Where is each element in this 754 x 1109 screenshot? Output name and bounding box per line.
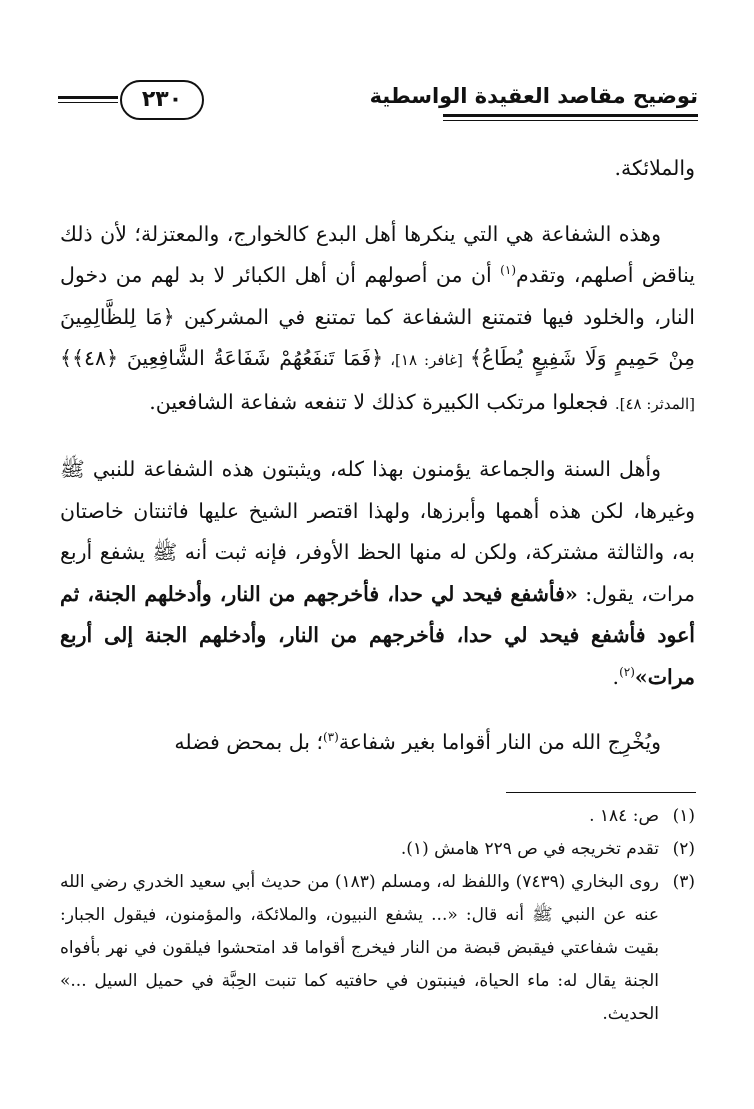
page-number-rule [58, 96, 118, 99]
footnote-number: (١) [672, 806, 695, 826]
paragraph-1-text-c: فجعلوا مرتكب الكبيرة كذلك لا تنفعه شفاعة الشافعين. [149, 389, 615, 414]
header-rule [443, 114, 698, 117]
footnote-ref-3: (٣) [322, 730, 339, 745]
footnote-ref-2: (٢) [619, 664, 635, 679]
paragraph-1 [60, 214, 695, 426]
hadith-quote: «فأشفع فيحد لي حدا، فأخرجهم من النار، وأدخلهم الجنة، ثم أعود فأشفع فيحد لي حدا، فأخرجهم من النار، وأدخلهم الجنة إلى أربع مرات» [60, 581, 695, 689]
paragraph-1-text-b: أن من أصولهم أن أهل الكبائر لا بد لهم من دخول النار، والخلود فيها فتمتنع الشفاعة كما تمتنع في المشركين [60, 263, 695, 329]
paragraph-3-text-b: ؛ بل بمحض فضله [174, 730, 323, 754]
footnote-2 [60, 833, 695, 866]
paragraph-2-text: وأهل السنة والجماعة يؤمنون بهذا كله، ويثبتون هذه الشفاعة للنبي ﷺ وغيرها، لكن هذه أهمها وأبرزها، ولهذا اقتصر الشيخ عليها فاثنتان خاصتان به، والثالثة مشتركة، ولكن له منها الحظ الأوفر، فإنه ثبت أنه ﷺ يشفع أربع مرات، يقول: [60, 457, 696, 606]
footnote-text: ص: ١٨٤ . [589, 806, 659, 826]
footnote-separator [506, 792, 696, 793]
paragraph-3 [60, 722, 695, 764]
footnote-number: (٢) [672, 839, 695, 859]
footnote-ref-1: (١) [500, 263, 516, 278]
running-title: توضيح مقاصد العقيدة الواسطية [369, 84, 698, 108]
main-text [60, 148, 695, 764]
verse-reference-1: [غافر: ١٨]، [383, 351, 470, 369]
footnote-3 [60, 866, 695, 1031]
page-number-rule-thin [58, 102, 118, 103]
quran-verse-1: ﴿مَا لِلظَّالِمِينَ مِنْ حَمِيمٍ وَلَا شَفِيعٍ يُطَاعُ﴾ [60, 304, 695, 370]
page-number: ٢٣٠ [120, 80, 204, 120]
quran-verse-2: ﴿فَمَا تَنفَعُهُمْ شَفَاعَةُ الشَّافِعِينَ ﴿٤٨﴾﴾ [60, 346, 384, 370]
paragraph-3-text: ويُخْرِج الله من النار أقواما بغير شفاعة [338, 730, 661, 754]
footnote-text: روى البخاري (٧٤٣٩) واللفظ له، ومسلم (١٨٣) من حديث أبي سعيد الخدري رضي الله عنه عن النبي ﷺ أنه قال: «... يشفع النبيون، والملائكة، والمؤمنون، فيقول الجبار: بقيت شفاعتي فيقبض قبضة من النار فيخرج أقواما قد امتحشوا فيلقون في نهر بأفواه الجنة يقال له: ماء الحياة، فينبتون في حافتيه كما تنبت الحِبَّة في حميل السيل ...» الحديث. [60, 872, 659, 1024]
paragraph-2 [60, 449, 695, 698]
footnote-1 [60, 800, 695, 833]
footnote-number: (٣) [672, 872, 695, 892]
paragraph-1-text: وهذه الشفاعة هي التي ينكرها أهل البدع كالخوارج، والمعتزلة؛ لأن ذلك يناقض أصلهم، وتقدم [60, 221, 695, 287]
verse-reference-2: [المدثر: ٤٨]. [614, 394, 695, 413]
continuation-line: والملائكة. [614, 156, 695, 180]
header-rule-thin [443, 120, 698, 121]
page-header [58, 78, 698, 126]
footnotes [60, 800, 695, 1031]
footnote-text: تقدم تخريجه في ص ٢٢٩ هامش (١). [400, 839, 659, 859]
paragraph-2-end: . [612, 664, 620, 689]
